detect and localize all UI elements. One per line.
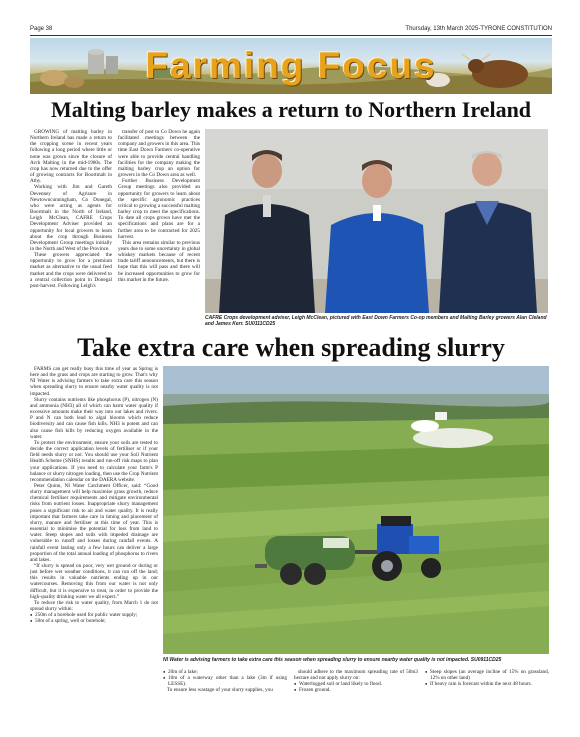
- header-rule: [30, 35, 552, 36]
- story2-para: Slurry contains nutrients like phosphorus (P), nitrogen (N) and ammonia (NH3) all of which can harm water quality if excessive amounts make their way into our lakes and rivers. P and N can both lead to algal blooms which reduce biodiversity and can cause fish kills. NH3 is potent and can also cause fish kills by reducing oxygen available in the water.: [30, 396, 158, 440]
- story2-bullet: ● Steep slopes (an average incline of 15% on grassland, 12% on other land): [425, 669, 549, 681]
- page-header: [30, 25, 552, 35]
- tractor-photo: [163, 366, 549, 654]
- page-number: Page 38: [30, 26, 53, 32]
- story2-bottom-column-2: [294, 669, 418, 735]
- story2-photo: [163, 366, 549, 654]
- story2-para: Peter Quinn, NI Water Catchment Officer, said: “Good slurry management will help maximise grass growth, reduce chemical fertiliser requirements and mitigate environmental risks from nutrient losses. Inappropriate slurry management poses a significant risk to air and water quality. It is really important that farmers take care in timing and placement of slurry, manure and fertiliser at this time of year. This is essential to minimise the potential for loss from land to water. Steep slopes and soils with impeded drainage are vulnerable to runoff and losses during rainfall events. A rainfall event lasting only a few hours can deliver a large proportion of the total annual loading of phosphorus to rivers and lakes.: [30, 482, 158, 563]
- story2-bullet: ● 50m of a spring, well or borehole;: [30, 618, 158, 624]
- banner-title: Farming Focus: [145, 45, 437, 86]
- story2-bullet: ● 250m of a borehole used for public water supply;: [30, 612, 158, 618]
- story1-photo: [205, 129, 548, 313]
- section-banner: [30, 38, 552, 94]
- story1-headline: Malting barley makes a return to Northern Ireland: [50, 97, 532, 122]
- story1-col2-para: transfer of post to Co Down he again facilitated meetings between the company and growers in this area. This time East Down Farmers co-operative were able to provide central handling facilities for the company making the malting barley crop an option for growers in the Co Down area as well.: [118, 129, 200, 179]
- story2-para: should adhere to the maximum spreading rate of 50m3 hectare and not apply slurry on:: [294, 669, 418, 682]
- story2-para: To ensure less wastage of your slurry supplies, you: [167, 687, 273, 694]
- story2-bullet: ● Waterlogged soil or land likely to flood.: [294, 681, 418, 687]
- farmers-photo: [205, 129, 548, 313]
- story2-para: To reduce the risk to water quality, from March 1 do not spread slurry within:: [30, 599, 158, 613]
- story2-para: “If slurry is spread on poor, very wet ground or during or just before wet weather conditions, it can run off the land; this results in valuable nutrients ending up in our watercourses. Removing this from our water is not only difficult, but it is expensive to treat, in order to provide the high-quality drinking water we all expect.”: [30, 563, 158, 600]
- story2-bullet: ● 10m of a waterway other than a lake (3m if using LESSE).: [163, 675, 287, 687]
- story2-bottom-column-1: [163, 669, 287, 735]
- story1-col1-para: Working with Jim and Gareth Devenney of Agrisure in Newtowncunningham, Co Donegal, who were acting as agents for Boortmalt in the North of Ireland, Leigh McClean, CAFRE Crops Development Adviser provided an opportunity for local growers to learn about the crop through Business Development Group meetings initially in the North and West of the Province.: [30, 184, 112, 252]
- story1-column-2: [118, 129, 200, 329]
- story2-headline: Take extra care when spreading slurry: [77, 333, 505, 362]
- story1-col2-para: This area remains similar to previous years due to some uncertainty in global whiskey markets because of recent trade tariff announcements, but there is hope that this will pass and there will be increased opportunities to grow for this market in the future.: [118, 239, 200, 283]
- date-line: Thursday, 13th March 2025-TYRONE CONSTITUTION: [405, 26, 552, 32]
- story1-caption: CAFRE Crops development adviser, Leigh McClean, pictured with East Down Farmers Co-op members and Malting Barley growers Alan Cleland and James Kerr. SU0111CD25: [205, 315, 547, 327]
- story2-left-column: [30, 366, 158, 736]
- story1-col2-para: Further Business Development Group meetings also provided an opportunity for growers to learn about the specific agronomic practices critical to growing a successful malting barley crop to meet the specifications. To date all crops grown have met the specifications and plans are for a further area to be contracted for 2025 harvest.: [118, 178, 200, 240]
- story2-para: FARMS can get really busy this time of year as Spring is here and the grass and crops are starting to grow. That's why NI Water is advising farmers to take extra care this season when spreading slurry to ensure nearby water quality is not impacted.: [30, 366, 158, 397]
- story2-bullet: ● Frozen ground.: [294, 687, 418, 693]
- story2-caption: NI Water is advising farmers to take extra care this season when spreading slurry to ensure nearby water quality is not impacted. SU0911CD25: [163, 657, 502, 663]
- story2-para: To protect the environment, ensure your soils are tested to decide the correct application levels of fertiliser or if your field needs slurry or not. You should use your Soil Nutrient Health Scheme (SNHS) results and run-off risk maps to plan your applications. If you need to calculate your farm's P balance or slurry nitrogen loading, then use the Crop Nutrient recommendation calendar on the DAERA website.: [30, 439, 158, 483]
- story1-col1-para: GROWING of malting barley in Northern Ireland has made a return to the cropping scene in recent years following a long period where little or none was grown since the closure of Arch Malting in the mid-1980s. The crop has now returned due to the offer of growing contracts for Boortmalt in Athy.: [30, 129, 112, 185]
- story2-bullet: ● If heavy rain is forecast within the next 48 hours.: [425, 681, 549, 687]
- story1-column-1: [30, 129, 112, 329]
- story1-col1-para: These growers appreciated the opportunity to grow for a premium market as alternative to the usual feed market and the crops were delivered to a central collection point in Donegal post-harvest. Following Leigh's: [30, 252, 112, 289]
- story2-bottom-column-3: [425, 669, 549, 735]
- story2-bullet: ● 20m of a lake;: [163, 669, 287, 675]
